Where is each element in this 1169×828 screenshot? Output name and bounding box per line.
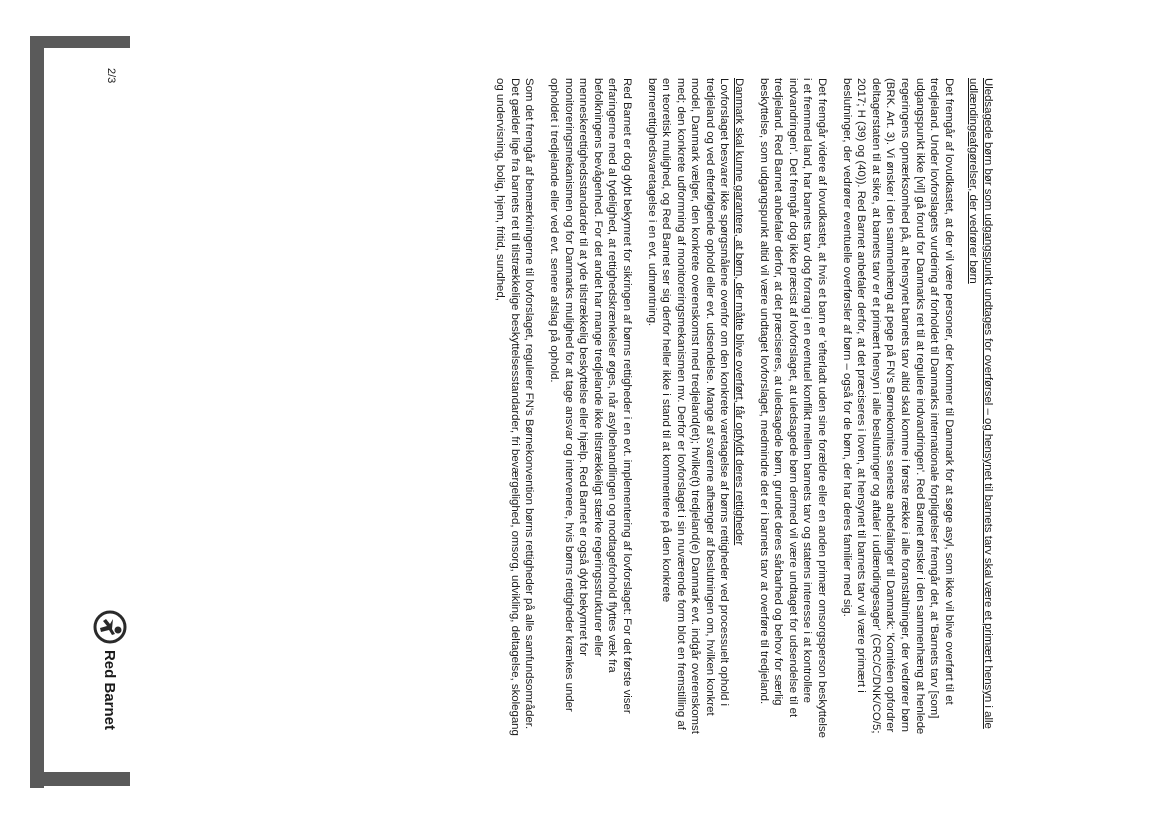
page-edge-bar-top	[30, 36, 130, 48]
document-page	[75, 50, 1005, 770]
section-2-paragraph-3: Som det fremgår af bemærkningerne til lovforslaget, regulerer FN's Børnekonvention børns rettigheder på alle samfundsområder. Det gælder lige fra barnets ret til tilstrækkelige beskyttelsesstandarder, fri beværgelighed, omsorg, udvikling, deltagelse, skolegang og undervisning, bolig, hjem, fritid, sundhed,	[494, 78, 536, 736]
page-number: 2/3	[105, 68, 117, 84]
section-1-paragraph-2: Det fremgår videre af lovudkastet, at hvis et barn er 'efterladt uden sine forældre eller en anden primær omsorgsperson beskyttelse i et fremmed land, har barnets tarv dog forrang i en eventuel konflikt mellem barnets tarv og statens interesse i at kontrollere indvandringen'. Det fremgår dog ikke præcist af lovforslaget, at uledsagede børn dermed vil være undtaget for udsendelse til et tredjeland. Red Barnet anbefaler derfor, at det præciseres, at uledsagede børn, grundet deres sårbarhed og behov for særlig beskyttelse, som udgangspunkt altid vil være undtaget lovforslaget, medmindre det er i barnets tarv at overføre til tredjeland.	[757, 78, 829, 738]
section-1-heading: Uledsagede børn bør som udgangspunkt undtages for overførsel – og hensynet til barnets tarv skal være et primært hensyn i alle udlændingeafgørelser, der vedrører børn	[967, 78, 994, 729]
section-2-paragraph-1: Lovforslaget besvarer ikke spørgsmålene ovenfor om den konkrete varetagelse af børns rettigheder ved processuelt ophold i tredjeland og ved efterfølgende ophold eller evt. udsendelse. Mange af svarerne afhænger af beslutningen om, hvilken konkret model, Danmark vælger, den konkrete overenskomst med tredjeland(et); hvilke(t) tredjeland(e) Danmark evt. indgår overenskomst med; den konkrete udformning af monitoreringsmekanismen mv. Derfor er lovforslaget i sin nuværende form blot en fremstilling af en teoretisk mulighed, og Red Barnet ser sig derfor heller ikke i stand til at kommentere på den konkrete børnerettighedsvaretagelse i en evt. udmøntning.	[645, 78, 731, 734]
section-2-heading: Danmark skal kunne garantere, at børn, der måtte blive overført, får opfyldt deres rettigheder	[733, 78, 746, 546]
red-barnet-logo	[93, 610, 127, 730]
page-edge-bar-bottom	[30, 772, 130, 786]
document-body	[483, 78, 995, 738]
child-figure-logo-icon	[93, 610, 127, 644]
section-2-paragraph-2: Red Barnet er dog dybt bekymret for sikringen af børns rettigheder i en evt. implementering af lovforslaget: For det første viser erfaringerne med al tydelighed, at rettighedskrænkelser øges, når asylbehandlingen og modtageforhold flyttes væk fra befolkningens bevågenhed. For det andet har mange tredjelande ikke tilstrækkeligt stærke regeringsstrukturer eller menneskerettighedsstandarder til at yde tilstrækkelig beskyttelse eller hjælp. Red Barnet er også dybt bekymret for monitoreringsmekanismen og for Danmarks mulighed for at tage ansvar og intervenere, hvis børns rettigheder krænkes under opholdet i tredjelande eller ved evt. senere afslag på ophold.	[547, 78, 633, 714]
section-1-paragraph-1: Det fremgår af lovudkastet, at der vil være personer, der kommer til Danmark for at søge asyl, som ikke vil blive overført til et tredjeland. Under lovforslagets vurdering af forholdet til Danmarks internationale forpligtelser fremgår det, at 'Barnets tarv [som] udgangspunkt ikke [vil] gå forud for Danmarks ret til at regulere indvandringen'. Red Barnet ønsker i den sammenhæng at henlede regeringens opmærksomhed på, at hensynet barnets tarv altid skal komme i første række i alle foranstaltninger, der vedrører børn (BRK. Art. 3). Vi ønsker i den sammenhæng at pege på FN's Børnekomites seneste anbefalinger til Danmark: 'Komitéen opfordrer deltagerstaten til at sikre, at barnets tarv er et primært hensyn i alle beslutninger og aftaler i udlændingesager' (CRC/C/DNK/CO/5; 2017; H (39) og (40)). Red Barnet anbefaler derfor, at det præciseres i loven, at hensynet til barnets tarv vil være primært i beslutninger, der vedrører eventuelle overførsler af børn – også for de børn, der har deres familier med sig.	[840, 78, 955, 735]
page-edge-bar-left	[30, 36, 44, 788]
logo-text: Red Barnet	[101, 649, 119, 730]
